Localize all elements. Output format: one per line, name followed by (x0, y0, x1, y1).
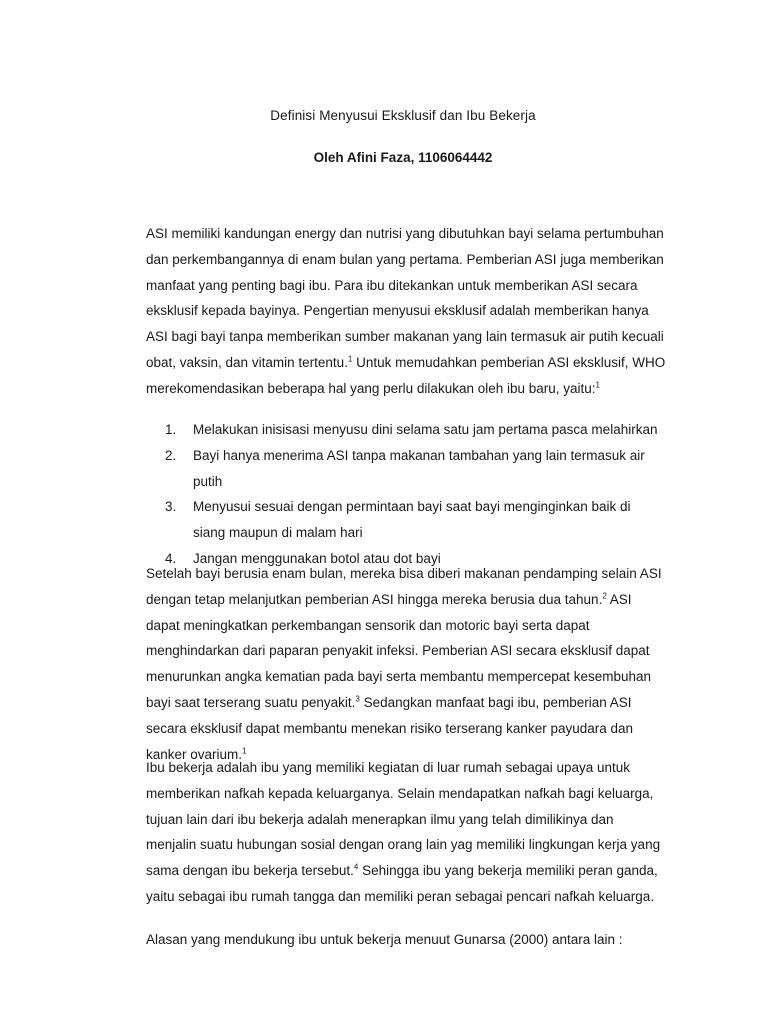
footnote-ref: 1 (595, 380, 600, 390)
list-item (165, 443, 665, 495)
list-item (165, 417, 665, 443)
list-item-text: Bayi hanya menerima ASI tanpa makanan tambahan yang lain termasuk air putih (193, 447, 645, 489)
paragraph-2-text-b: ASI dapat meningkatkan perkembangan sensorik dan motoric bayi serta dapat menghindarkan dari paparan penyakit infeksi. Pemberian ASI secara eksklusif dapat menurunkan angka kematian pada bayi serta membantu mempercepat kesembuhan bayi saat terserang suatu penyakit. (146, 591, 652, 710)
paragraph-3-text-a: Ibu bekerja adalah ibu yang memiliki kegiatan di luar rumah sebagai upaya untuk memberikan nafkah kepada keluarganya. Selain mendapatkan nafkah bagi keluarga, tujuan lain dari ibu bekerja adalah menerapkan ilmu yang telah dimilikinya dan menjalin suatu hubungan sosial dengan orang lain yag memiliki lingkungan kerja yang sama dengan ibu bekerja tersebut. (146, 760, 661, 879)
footnote-ref: 1 (347, 354, 353, 364)
paragraph-3-text-b: Sehingga ibu yang bekerja memiliki peran ganda, yaitu sebagai ibu rumah tangga dan memiliki peran sebagai pencari nafkah keluarga. (146, 863, 658, 904)
paragraph-2-text-c: Sedangkan manfaat bagi ibu, pemberian ASI secara eksklusif dapat membantu menekan risiko terserang kanker payudara dan kanker ovarium. (146, 694, 634, 762)
list-item-number: 4. (165, 550, 177, 566)
paragraph-2-text-a: Setelah bayi berusia enam bulan, mereka bisa diberi makanan pendamping selain ASI dengan tetap melanjutkan pemberian ASI hingga mereka berusia dua tahun. (146, 566, 662, 607)
document-author: Oleh Afini Faza, 1106064442 (313, 150, 493, 165)
list-item-number: 3. (165, 499, 177, 515)
footnote-ref: 2 (602, 591, 607, 601)
footnote-ref: 1 (242, 746, 247, 756)
paragraph-1 (146, 221, 666, 402)
document-title: Definisi Menyusui Eksklusif dan Ibu Bekerja (270, 108, 536, 123)
paragraph-1-text-a: ASI memiliki kandungan energy dan nutrisi yang dibutuhkan bayi selama pertumbuhan dan perkembangannya di enam bulan yang pertama. Pemberian ASI juga memberikan manfaat yang penting bagi ibu. Para ibu ditekankan untuk memberikan ASI secara eksklusif kepada bayinya. Pengertian menyusui eksklusif adalah memberikan hanya ASI bagi bayi tanpa memberikan sumber makanan yang lain termasuk air putih kecuali obat, vaksin, dan vitamin tertentu. (146, 226, 664, 370)
list-item-text: Jangan menggunakan botol atau dot bayi (193, 550, 441, 566)
list-item-text: Melakukan inisisasi menyusu dini selama satu jam pertama pasca melahirkan (193, 422, 658, 437)
list-item-text: Menyusui sesuai dengan permintaan bayi saat bayi menginginkan baik di siang maupun di malam hari (193, 499, 631, 541)
paragraph-2 (146, 561, 666, 767)
paragraph-4: Alasan yang mendukung ibu untuk bekerja menuut Gunarsa (2000) antara lain : (146, 932, 623, 947)
list-item-number: 2. (165, 447, 177, 463)
paragraph-1-text-b: Untuk memudahkan pemberian ASI eksklusif, WHO merekomendasikan beberapa hal yang perlu dilakukan oleh ibu baru, yaitu: (146, 354, 666, 396)
paragraph-3 (146, 755, 666, 910)
who-recommendation-list (165, 417, 665, 572)
list-item (165, 494, 665, 546)
footnote-ref: 4 (353, 862, 359, 872)
list-item-number: 1. (165, 422, 177, 437)
footnote-ref: 3 (355, 694, 360, 704)
